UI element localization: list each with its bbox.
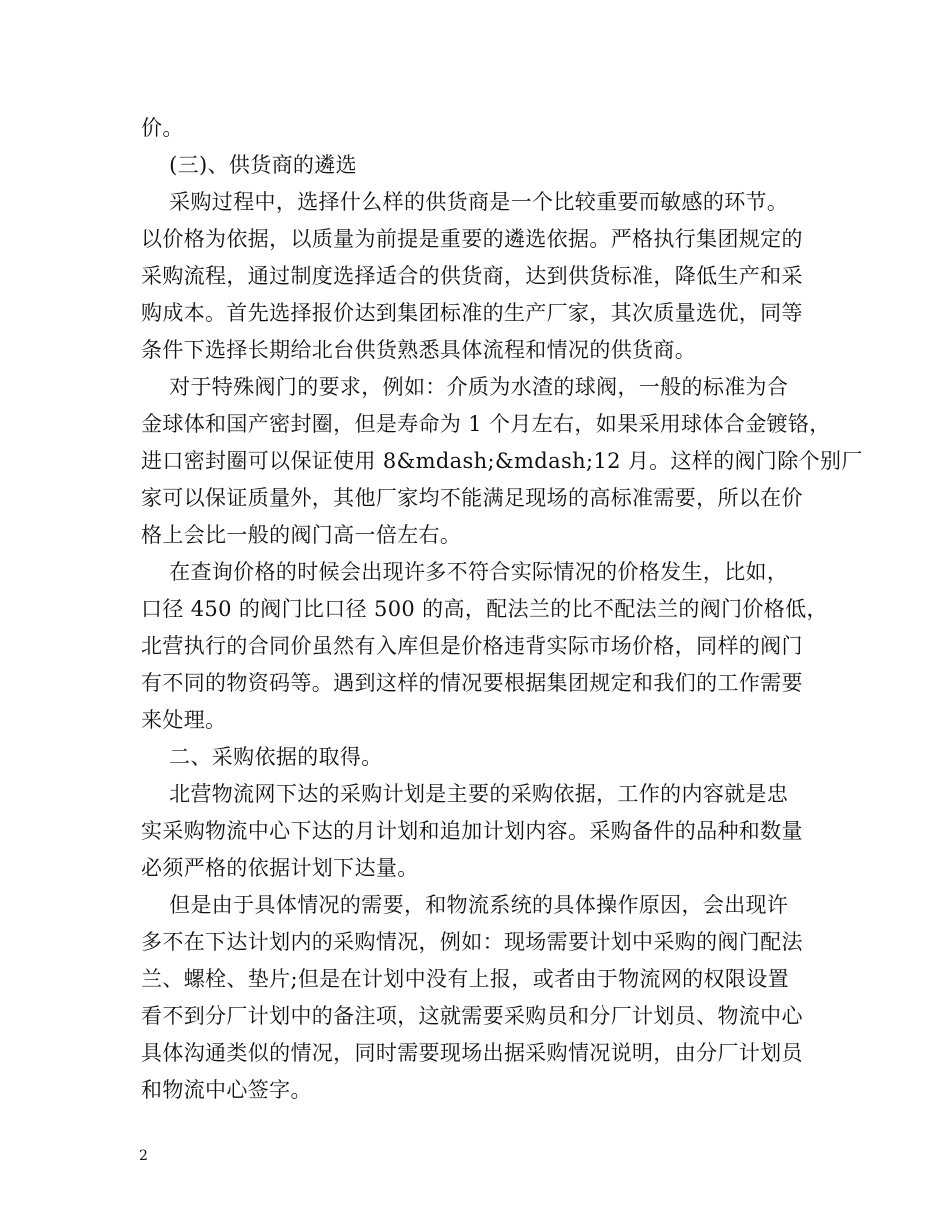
text-line: 多不在下达计划内的采购情况，例如：现场需要计划中采购的阀门配法 bbox=[141, 930, 803, 954]
text-line: 有不同的物资码等。遇到这样的情况要根据集团规定和我们的工作需要 bbox=[141, 671, 803, 695]
text-line: 条件下选择长期给北台供货熟悉具体流程和情况的供货商。 bbox=[141, 338, 697, 362]
text-line: 进口密封圈可以保证使用 8&mdash;&mdash;12 月。这样的阀门除个别厂 bbox=[141, 449, 863, 473]
text-line: 北营物流网下达的采购计划是主要的采购依据，工作的内容就是忠 bbox=[141, 782, 789, 806]
text-line: 但是由于具体情况的需要，和物流系统的具体操作原因，会出现许 bbox=[141, 893, 789, 917]
section-heading: (三)、供货商的遴选 bbox=[141, 153, 357, 177]
text-line: 实采购物流中心下达的月计划和追加计划内容。采购备件的品种和数量 bbox=[141, 819, 803, 843]
text-line: 在查询价格的时候会出现许多不符合实际情况的价格发生，比如， bbox=[141, 560, 789, 584]
text-line: 北营执行的合同价虽然有入库但是价格违背实际市场价格，同样的阀门 bbox=[141, 634, 803, 658]
text-line: 购成本。首先选择报价达到集团标准的生产厂家，其次质量选优，同等 bbox=[141, 301, 803, 325]
text-line: 家可以保证质量外，其他厂家均不能满足现场的高标准需要，所以在价 bbox=[141, 486, 803, 510]
text-line: 以价格为依据，以质量为前提是重要的遴选依据。严格执行集团规定的 bbox=[141, 227, 803, 251]
text-line: 价。 bbox=[141, 116, 184, 140]
text-line: 兰、螺栓、垫片;但是在计划中没有上报，或者由于物流网的权限设置 bbox=[141, 967, 789, 991]
text-line: 看不到分厂计划中的备注项，这就需要采购员和分厂计划员、物流中心 bbox=[141, 1004, 803, 1028]
text-line: 必须严格的依据计划下达量。 bbox=[141, 856, 419, 880]
text-line: 口径 450 的阀门比口径 500 的高，配法兰的比不配法兰的阀门价格低， bbox=[141, 597, 828, 621]
text-line: 具体沟通类似的情况，同时需要现场出据采购情况说明，由分厂计划员 bbox=[141, 1041, 803, 1065]
text-line: 来处理。 bbox=[141, 708, 227, 732]
text-line: 格上会比一般的阀门高一倍左右。 bbox=[141, 523, 462, 547]
text-line: 对于特殊阀门的要求，例如：介质为水渣的球阀，一般的标准为合 bbox=[141, 375, 789, 399]
page-number: 2 bbox=[139, 1148, 148, 1164]
section-heading: 二、采购依据的取得。 bbox=[141, 745, 383, 769]
text-line: 采购过程中，选择什么样的供货商是一个比较重要而敏感的环节。 bbox=[141, 190, 789, 214]
text-line: 采购流程，通过制度选择适合的供货商，达到供货标准，降低生产和采 bbox=[141, 264, 803, 288]
text-line: 金球体和国产密封圈，但是寿命为 1 个月左右，如果采用球体合金镀铬， bbox=[141, 412, 831, 436]
text-line: 和物流中心签字。 bbox=[141, 1078, 312, 1102]
